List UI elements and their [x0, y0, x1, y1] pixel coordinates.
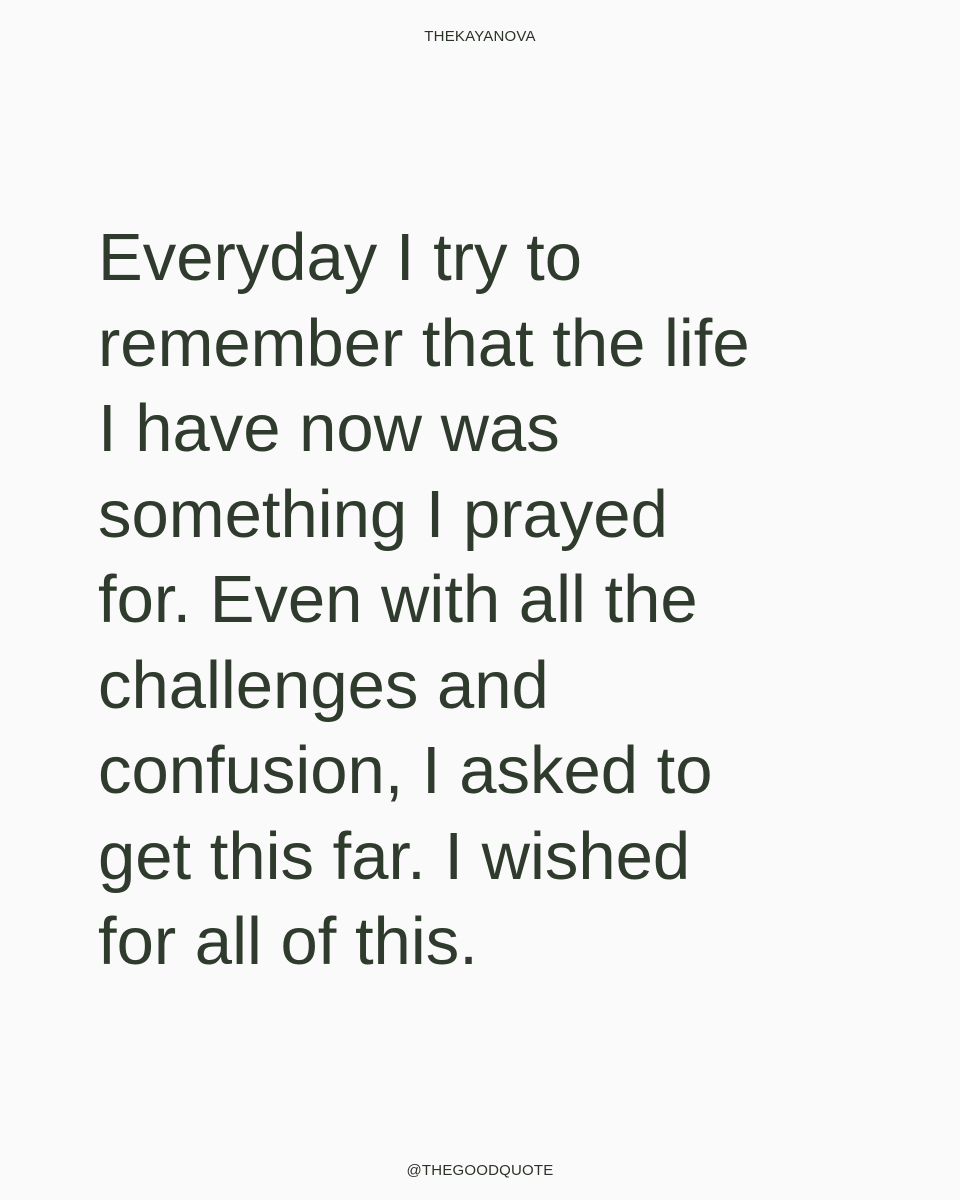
quote-line: something I prayed	[98, 476, 668, 552]
quote-line: challenges and	[98, 647, 549, 723]
quote-text	[98, 215, 918, 985]
quote-line: remember that the life	[98, 305, 750, 381]
quote-line: Everyday I try to	[98, 220, 583, 295]
quote-line: I have now was	[98, 391, 560, 466]
quote-line: get this far. I wished	[98, 818, 691, 894]
quote-line: for all of this.	[98, 904, 478, 979]
brand-label: THEKAYANOVA	[424, 28, 536, 45]
quote-line: for. Even with all the	[98, 562, 698, 637]
social-handle: @THEGOODQUOTE	[406, 1162, 554, 1179]
quote-line: confusion, I asked to	[98, 733, 713, 808]
